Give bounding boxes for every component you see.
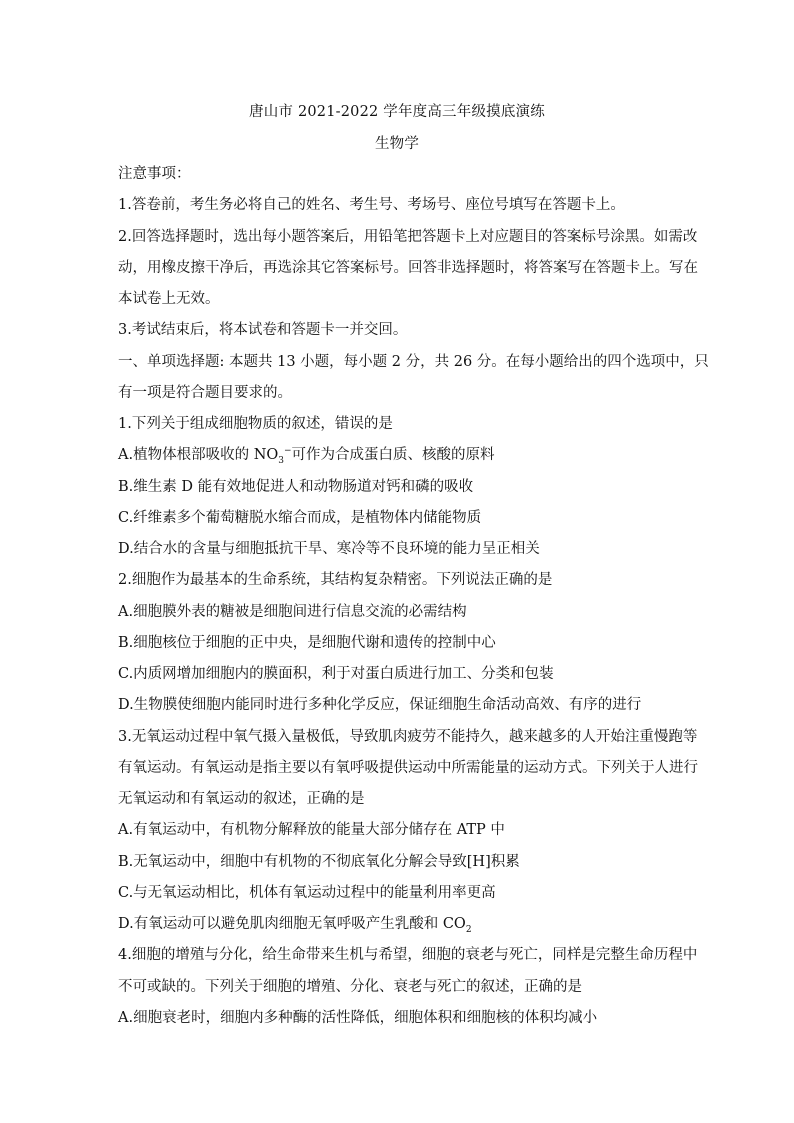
subject-title: 生物学 xyxy=(374,136,420,152)
question-3-option-c: C.与无氧运动相比，机体有氧运动过程中的能量利用率更高 xyxy=(118,885,496,901)
question-2-option-d: D.生物膜使细胞内能同时进行多种化学反应，保证细胞生命活动高效、有序的进行 xyxy=(118,697,642,713)
question-3-option-a: A.有氧运动中，有机物分解释放的能量大部分储存在 ATP 中 xyxy=(118,822,505,838)
notice-item-2-line-3: 本试卷上无效。 xyxy=(118,291,220,307)
section-heading-line-2: 有一项是符合题目要求的。 xyxy=(118,385,292,401)
question-1-stem: 1.下列关于组成细胞物质的叙述，错误的是 xyxy=(118,416,393,432)
question-3-option-b: B.无氧运动中，细胞中有机物的不彻底氧化分解会导致[H]积累 xyxy=(118,854,520,870)
question-3-stem-line-1: 3.无氧运动过程中氧气摄入量极低，导致肌肉疲劳不能持久，越来越多的人开始注重慢跑等 xyxy=(118,729,698,745)
option-a-text-end: 可作为合成蛋白质、核酸的原料 xyxy=(291,447,495,463)
notice-item-2-line-2: 动，用橡皮擦干净后，再选涂其它答案标号。回答非选择题时，将答案写在答题卡上。写在 xyxy=(118,260,698,276)
nitrate-subscript: 3 xyxy=(278,455,284,466)
notice-item-3: 3.考试结束后，将本试卷和答题卡一并交回。 xyxy=(118,322,408,338)
question-4-stem-line-1: 4.细胞的增殖与分化，给生命带来生机与希望，细胞的衰老与死亡，同样是完整生命历程中 xyxy=(118,947,698,963)
question-1-option-b: B.维生素 D 能有效地促进人和动物肠道对钙和磷的吸收 xyxy=(118,479,474,495)
notice-item-2-line-1: 2.回答选择题时，选出每小题答案后，用铅笔把答题卡上对应题目的答案标号涂黑。如需改 xyxy=(118,229,698,245)
option-d-text: D.有氧运动可以避免肌肉细胞无氧呼吸产生乳酸和 CO xyxy=(118,916,466,932)
option-a-text-start: A.植物体根部吸收的 NO xyxy=(118,447,279,463)
nitrate-charge: − xyxy=(284,446,292,457)
section-heading-line-1: 一、单项选择题: 本题共 13 小题，每小题 2 分，共 26 分。在每小题给出的四个选项中，只 xyxy=(118,354,709,370)
notice-heading: 注意事项： xyxy=(118,166,191,182)
question-3-option-d xyxy=(118,914,683,934)
question-1-option-a xyxy=(118,445,683,465)
notice-item-1: 1.答卷前，考生务必将自己的姓名、考生号、考场号、座位号填写在答题卡上。 xyxy=(118,197,625,213)
co2-subscript: 2 xyxy=(465,924,472,935)
question-4-option-a: A.细胞衰老时，细胞内多种酶的活性降低，细胞体积和细胞核的体积均减小 xyxy=(118,1010,598,1026)
question-4-stem-line-2: 不可或缺的。下列关于细胞的增殖、分化、衰老与死亡的叙述，正确的是 xyxy=(118,979,582,995)
question-2-option-a: A.细胞膜外表的糖被是细胞间进行信息交流的必需结构 xyxy=(118,604,467,620)
question-1-option-d: D.结合水的含量与细胞抵抗干旱、寒冷等不良环境的能力呈正相关 xyxy=(118,541,540,557)
question-2-option-c: C.内质网增加细胞内的膜面积，利于对蛋白质进行加工、分类和包装 xyxy=(118,666,554,682)
question-2-option-b: B.细胞核位于细胞的正中央，是细胞代谢和遗传的控制中心 xyxy=(118,635,496,651)
question-3-stem-line-3: 无氧运动和有氧运动的叙述，正确的是 xyxy=(118,791,365,807)
question-1-option-c: C.纤维素多个葡萄糖脱水缩合而成，是植物体内储能物质 xyxy=(118,510,482,526)
question-3-stem-line-2: 有氧运动。有氧运动是指主要以有氧呼吸提供运动中所需能量的运动方式。下列关于人进行 xyxy=(118,760,698,776)
exam-title: 唐山市 2021-2022 学年度高三年级摸底演练 xyxy=(249,104,545,120)
question-2-stem: 2.细胞作为最基本的生命系统，其结构复杂精密。下列说法正确的是 xyxy=(118,572,553,588)
